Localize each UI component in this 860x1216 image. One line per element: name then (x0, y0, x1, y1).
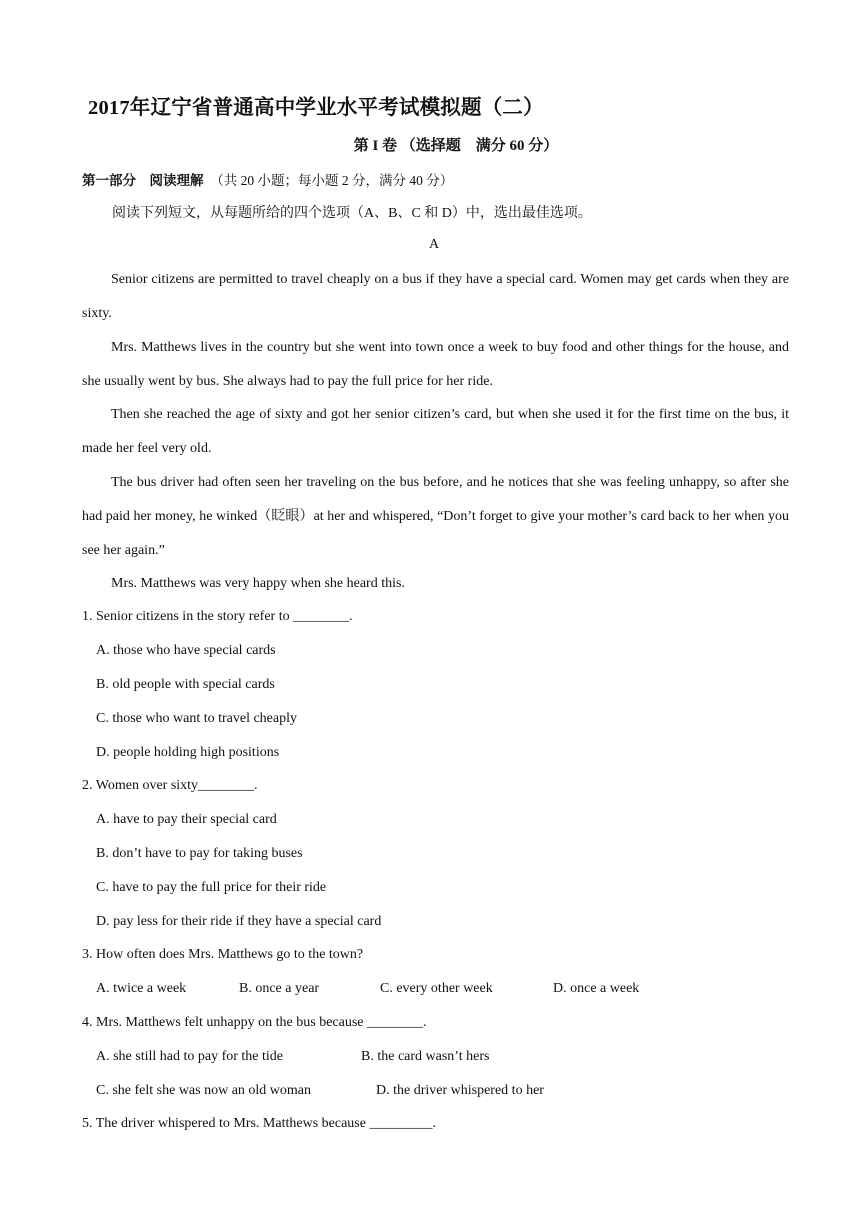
volume-heading: 第 I 卷 （选择题 满分 60 分） (353, 138, 559, 154)
passage-paragraph: Mrs. Matthews lives in the country but she went into town once a week to buy food and other things for the house, and she usually went by bus. She always had to pay the full price for her ride. (82, 340, 789, 389)
page-title: 2017年辽宁省普通高中学业水平考试模拟题（二） (88, 97, 544, 119)
answer-option: B. don’t have to pay for taking buses (96, 846, 303, 861)
answer-option: C. those who want to travel cheaply (96, 711, 298, 726)
passage-paragraph: Mrs. Matthews was very happy when she heard this. (111, 576, 405, 591)
answer-option: A. have to pay their special card (96, 812, 277, 827)
answer-option: C. she felt she was now an old woman (96, 1083, 312, 1098)
instructions: 阅读下列短文，从每题所给的四个选项（A、B、C 和 D）中，选出最佳选项。 (112, 206, 592, 221)
question-stem: 4. Mrs. Matthews felt unhappy on the bus because ________. (82, 1015, 427, 1030)
answer-option: C. have to pay the full price for their ride (96, 880, 327, 895)
answer-option: A. twice a week (96, 981, 187, 996)
passage-paragraph: Senior citizens are permitted to travel cheaply on a bus if they have a special card. Women may get cards when they are sixty. (82, 272, 789, 321)
question-stem: 3. How often does Mrs. Matthews go to the town? (82, 947, 364, 962)
answer-option: B. the card wasn’t hers (361, 1049, 490, 1064)
answer-option: A. those who have special cards (96, 643, 276, 658)
answer-option: C. every other week (380, 981, 493, 996)
question-stem: 1. Senior citizens in the story refer to ________. (82, 609, 353, 624)
answer-option: B. once a year (239, 981, 320, 996)
answer-option: A. she still had to pay for the tide (96, 1049, 284, 1064)
section-heading (82, 169, 453, 189)
answer-option: D. once a week (553, 981, 640, 996)
passage-paragraph: The bus driver had often seen her traveling on the bus before, and he notices that she was feeling unhappy, so after she had paid her money, he winked（眨眼）at her and whispered, “Don’t forget to give your mother’s card back to her when you see her again.” (82, 475, 789, 558)
answer-option: D. pay less for their ride if they have a special card (96, 914, 382, 929)
section-name: 第一部分 阅读理解 (82, 173, 204, 188)
answer-option: B. old people with special cards (96, 677, 275, 692)
answer-option: D. the driver whispered to her (376, 1083, 544, 1098)
section-note: （共 20 小题；每小题 2 分，满分 40 分） (210, 173, 454, 188)
question-stem: 5. The driver whispered to Mrs. Matthews because _________. (82, 1116, 436, 1131)
passage-paragraph: Then she reached the age of sixty and got her senior citizen’s card, but when she used it for the first time on the bus, it made her feel very old. (82, 407, 789, 456)
answer-option: D. people holding high positions (96, 745, 280, 760)
passage-label: A (428, 237, 440, 252)
question-stem: 2. Women over sixty________. (82, 778, 258, 793)
